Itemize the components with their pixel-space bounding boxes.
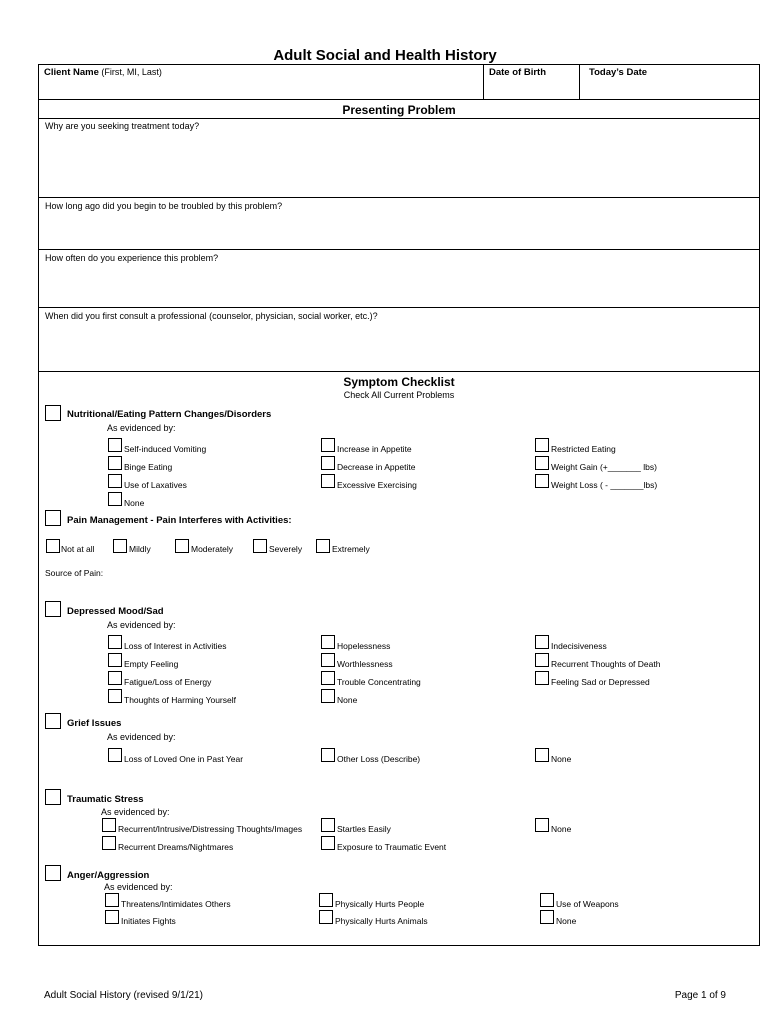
hurts-animals-checkbox[interactable] — [319, 910, 333, 924]
nutrition-checkbox[interactable] — [45, 405, 61, 421]
divider — [579, 64, 580, 99]
trauma-none-label: None — [551, 824, 572, 834]
anger-checkbox[interactable] — [45, 865, 61, 881]
other-loss-checkbox[interactable] — [321, 748, 335, 762]
date-of-birth-label: Date of Birth — [489, 67, 546, 78]
depressed-none-checkbox[interactable] — [321, 689, 335, 703]
hopelessness-checkbox[interactable] — [321, 635, 335, 649]
feeling-sad-label: Feeling Sad or Depressed — [551, 677, 650, 687]
evidenced-label: As evidenced by: — [107, 423, 176, 433]
pain-moderately-checkbox[interactable] — [175, 539, 189, 553]
fatigue-checkbox[interactable] — [108, 671, 122, 685]
trouble-concentrating-checkbox[interactable] — [321, 671, 335, 685]
empty-feeling-label: Empty Feeling — [124, 659, 179, 669]
divider — [38, 197, 760, 198]
grief-none-checkbox[interactable] — [535, 748, 549, 762]
harming-thoughts-checkbox[interactable] — [108, 689, 122, 703]
loss-loved-one-label: Loss of Loved One in Past Year — [124, 754, 244, 764]
hopelessness-label: Hopelessness — [337, 641, 391, 651]
initiates-fights-checkbox[interactable] — [105, 910, 119, 924]
weight-gain-checkbox[interactable] — [535, 456, 549, 470]
nutrition-none-checkbox[interactable] — [108, 492, 122, 506]
startles-easily-checkbox[interactable] — [321, 818, 335, 832]
traumatic-exposure-checkbox[interactable] — [321, 836, 335, 850]
pain-moderately-label: Moderately — [191, 544, 234, 554]
use-of-weapons-checkbox[interactable] — [540, 893, 554, 907]
hurts-people-label: Physically Hurts People — [335, 899, 425, 909]
pain-severely-label: Severely — [269, 544, 303, 554]
grief-checkbox[interactable] — [45, 713, 61, 729]
empty-feeling-checkbox[interactable] — [108, 653, 122, 667]
hurts-animals-label: Physically Hurts Animals — [335, 916, 428, 926]
divider — [38, 249, 760, 250]
traumatic-exposure-label: Exposure to Traumatic Event — [337, 842, 447, 852]
depressed-checkbox[interactable] — [45, 601, 61, 617]
depressed-none-label: None — [337, 695, 358, 705]
binge-eating-label: Binge Eating — [124, 462, 173, 472]
excessive-exercising-checkbox[interactable] — [321, 474, 335, 488]
client-name-hint: (First, MI, Last) — [101, 67, 162, 77]
intrusive-thoughts-checkbox[interactable] — [102, 818, 116, 832]
divider — [38, 371, 760, 372]
page-title: Adult Social and Health History — [273, 47, 497, 64]
anger-none-checkbox[interactable] — [540, 910, 554, 924]
binge-eating-checkbox[interactable] — [108, 456, 122, 470]
feeling-sad-checkbox[interactable] — [535, 671, 549, 685]
question-why-treatment: Why are you seeking treatment today? — [45, 121, 200, 131]
use-of-weapons-label: Use of Weapons — [556, 899, 619, 909]
thoughts-of-death-label: Recurrent Thoughts of Death — [551, 659, 661, 669]
nightmares-checkbox[interactable] — [102, 836, 116, 850]
presenting-problem-heading: Presenting Problem — [342, 103, 456, 117]
threatens-others-label: Threatens/Intimidates Others — [121, 899, 231, 909]
todays-date-label: Today’s Date — [589, 67, 648, 78]
nutrition-none-label: None — [124, 498, 145, 508]
client-name-label: Client Name — [44, 67, 99, 78]
fatigue-label: Fatigue/Loss of Energy — [124, 677, 212, 687]
appetite-decrease-checkbox[interactable] — [321, 456, 335, 470]
evidenced-label: As evidenced by: — [107, 732, 176, 742]
appetite-increase-checkbox[interactable] — [321, 438, 335, 452]
footer-page-number: Page 1 of 9 — [674, 990, 726, 1001]
pain-not-at-all-label: Not at all — [61, 544, 95, 554]
thoughts-of-death-checkbox[interactable] — [535, 653, 549, 667]
laxatives-checkbox[interactable] — [108, 474, 122, 488]
pain-title — [67, 515, 292, 526]
vomiting-label: Self-induced Vomiting — [124, 444, 207, 454]
hurts-people-checkbox[interactable] — [319, 893, 333, 907]
indecisiveness-label: Indecisiveness — [551, 641, 607, 651]
pain-mildly-label: Mildly — [129, 544, 151, 554]
pain-severely-checkbox[interactable] — [253, 539, 267, 553]
evidenced-label: As evidenced by: — [104, 882, 173, 892]
anger-none-label: None — [556, 916, 577, 926]
harming-thoughts-label: Thoughts of Harming Yourself — [124, 695, 236, 705]
footer-revision: Adult Social History (revised 9/1/21) — [44, 990, 203, 1001]
question-how-often: How often do you experience this problem? — [45, 253, 219, 263]
trouble-concentrating-label: Trouble Concentrating — [337, 677, 421, 687]
restricted-eating-label: Restricted Eating — [551, 444, 616, 454]
other-loss-label: Other Loss (Describe) — [337, 754, 421, 764]
startles-easily-label: Startles Easily — [337, 824, 391, 834]
symptom-checklist-heading: Symptom Checklist — [343, 375, 455, 389]
excessive-exercising-label: Excessive Exercising — [337, 480, 417, 490]
vomiting-checkbox[interactable] — [108, 438, 122, 452]
question-how-long: How long ago did you begin to be troubled by this problem? — [45, 201, 283, 211]
worthlessness-label: Worthlessness — [337, 659, 393, 669]
nutrition-title: Nutritional/Eating Pattern Changes/Disorders — [67, 409, 272, 420]
weight-loss-checkbox[interactable] — [535, 474, 549, 488]
depressed-title: Depressed Mood/Sad — [67, 606, 164, 617]
pain-extremely-checkbox[interactable] — [316, 539, 330, 553]
pain-title-main: Pain Management — [67, 515, 148, 526]
pain-source-label: Source of Pain: — [45, 568, 104, 578]
trauma-checkbox[interactable] — [45, 789, 61, 805]
trauma-none-checkbox[interactable] — [535, 818, 549, 832]
pain-mildly-checkbox[interactable] — [113, 539, 127, 553]
symptom-checklist-subheading: Check All Current Problems — [343, 390, 455, 400]
laxatives-label: Use of Laxatives — [124, 480, 187, 490]
question-first-consult: When did you first consult a professional (counselor, physician, social worker, etc.)? — [45, 311, 378, 321]
evidenced-label: As evidenced by: — [101, 807, 170, 817]
anger-title: Anger/Aggression — [67, 870, 150, 881]
intrusive-thoughts-label: Recurrent/Intrusive/Distressing Thoughts/Images — [118, 824, 303, 834]
divider — [38, 307, 760, 308]
loss-of-interest-checkbox[interactable] — [108, 635, 122, 649]
pain-not-at-all-checkbox[interactable] — [46, 539, 60, 553]
restricted-eating-checkbox[interactable] — [535, 438, 549, 452]
client-name-field[interactable] — [44, 67, 162, 78]
divider — [38, 99, 760, 100]
initiates-fights-label: Initiates Fights — [121, 916, 176, 926]
threatens-others-checkbox[interactable] — [105, 893, 119, 907]
grief-none-label: None — [551, 754, 572, 764]
weight-gain-label: Weight Gain (+_______ lbs) — [551, 462, 657, 472]
appetite-increase-label: Increase in Appetite — [337, 444, 412, 454]
evidenced-label: As evidenced by: — [107, 620, 176, 630]
loss-of-interest-label: Loss of Interest in Activities — [124, 641, 227, 651]
worthlessness-checkbox[interactable] — [321, 653, 335, 667]
divider — [38, 118, 760, 119]
indecisiveness-checkbox[interactable] — [535, 635, 549, 649]
grief-title: Grief Issues — [67, 718, 122, 729]
loss-loved-one-checkbox[interactable] — [108, 748, 122, 762]
pain-extremely-label: Extremely — [332, 544, 370, 554]
appetite-decrease-label: Decrease in Appetite — [337, 462, 416, 472]
pain-checkbox[interactable] — [45, 510, 61, 526]
pain-title-rest: - Pain Interferes with Activities: — [147, 515, 292, 526]
trauma-title: Traumatic Stress — [67, 794, 144, 805]
divider — [483, 64, 484, 99]
nightmares-label: Recurrent Dreams/Nightmares — [118, 842, 234, 852]
weight-loss-label: Weight Loss ( - _______lbs) — [551, 480, 658, 490]
